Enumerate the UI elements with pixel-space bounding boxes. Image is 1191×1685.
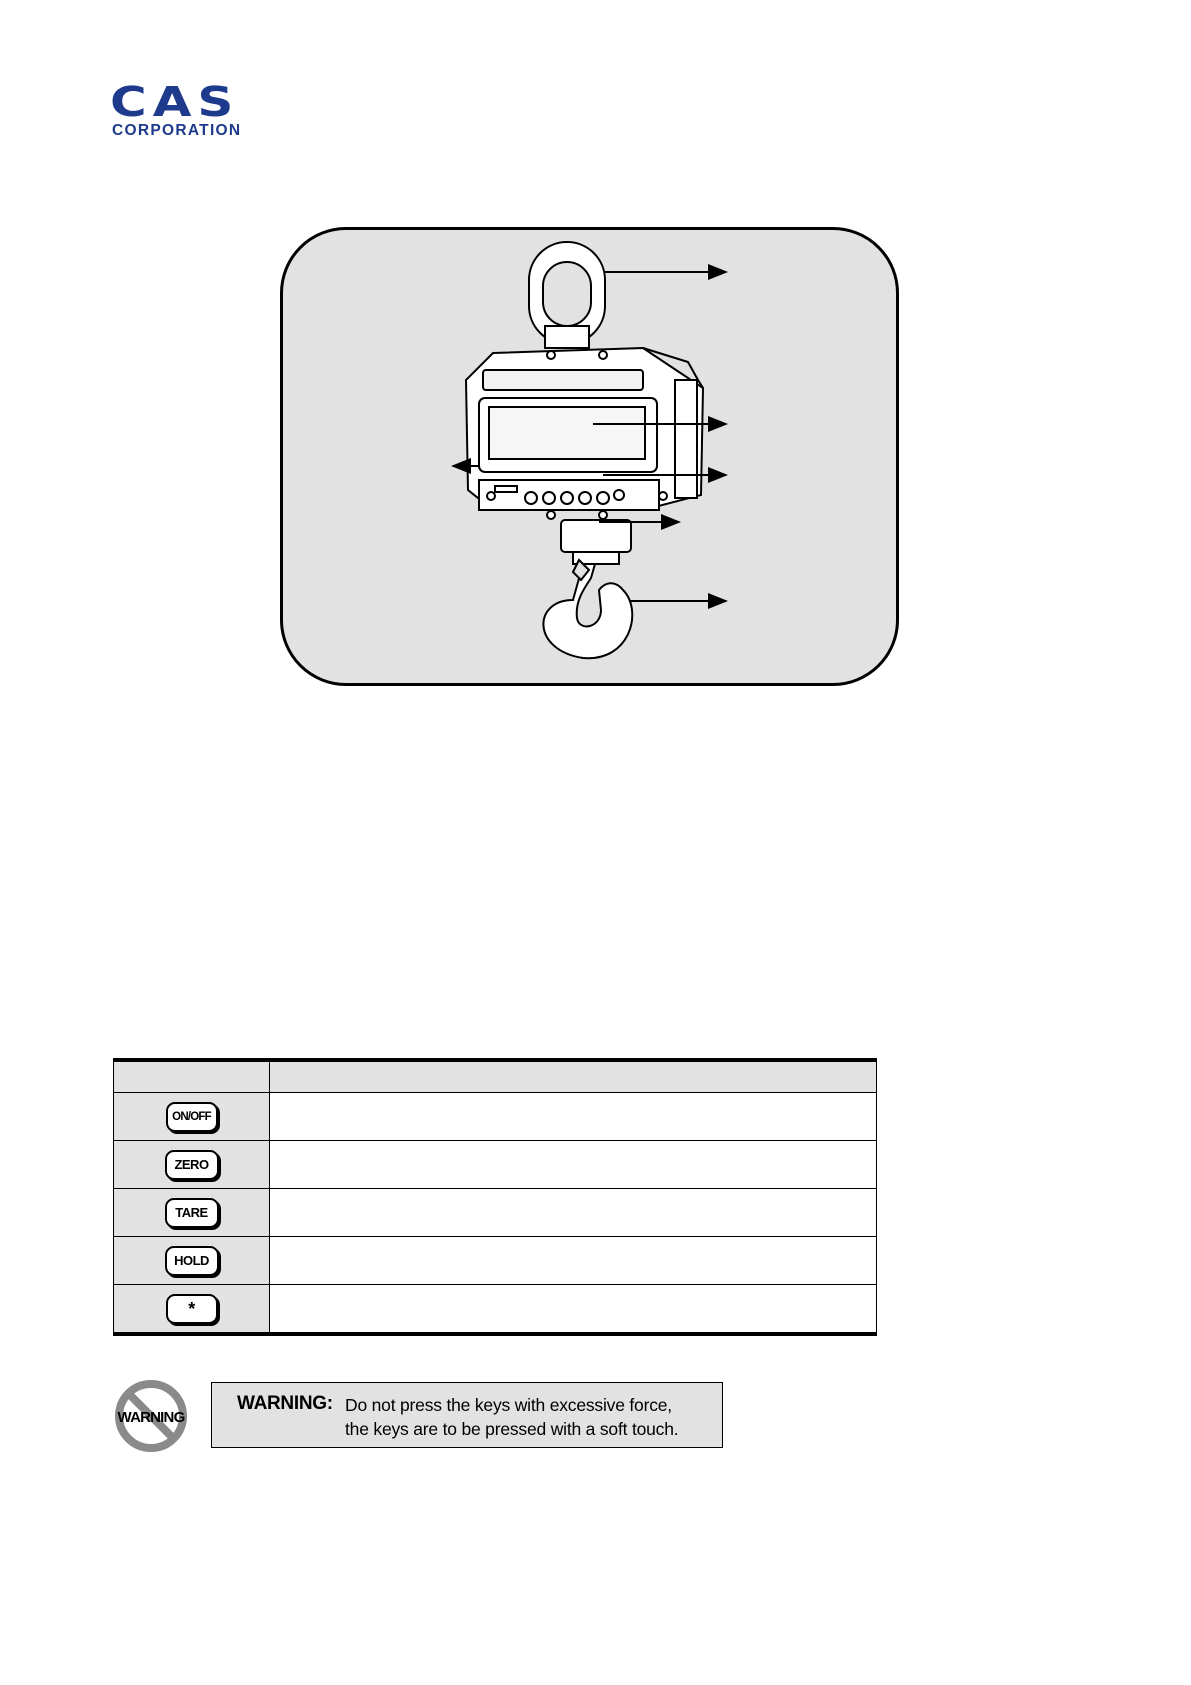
description-cell — [270, 1189, 877, 1237]
header-key — [114, 1060, 270, 1093]
logo-main-text: CAS — [110, 78, 240, 126]
swivel-neck — [561, 520, 631, 564]
shackle-ring — [529, 242, 605, 348]
warning-line-2: the keys are to be pressed with a soft touch. — [345, 1419, 679, 1439]
header-description — [270, 1060, 877, 1093]
table-row — [114, 1093, 877, 1141]
description-cell — [270, 1093, 877, 1141]
crane-scale-illustration — [283, 230, 896, 683]
zero-key: ZERO — [165, 1150, 219, 1180]
hold-key: HOLD — [165, 1246, 219, 1276]
logo-sub-text: CORPORATION — [112, 122, 242, 139]
key-cell — [114, 1189, 270, 1237]
description-cell — [270, 1141, 877, 1189]
scale-body — [466, 348, 703, 519]
crane-scale-diagram — [280, 227, 899, 686]
key-cell — [114, 1285, 270, 1335]
warning-line-1: Do not press the keys with excessive force, — [345, 1395, 672, 1415]
key-cell — [114, 1237, 270, 1285]
warning-sign-text: WARNING — [117, 1409, 185, 1426]
table-row — [114, 1189, 877, 1237]
key-cell — [114, 1141, 270, 1189]
tare-key: TARE — [165, 1198, 219, 1228]
description-cell — [270, 1285, 877, 1335]
table-row — [114, 1237, 877, 1285]
star-key: * — [166, 1294, 218, 1324]
description-cell — [270, 1237, 877, 1285]
warning-prohibition-icon — [113, 1378, 189, 1454]
cas-logo — [110, 78, 242, 140]
table-row — [114, 1141, 877, 1189]
key-description-table — [113, 1058, 877, 1336]
table-row — [114, 1285, 877, 1335]
key-cell — [114, 1093, 270, 1141]
warning-box — [211, 1382, 723, 1448]
table-header-row — [114, 1060, 877, 1093]
warning-title: WARNING: — [237, 1393, 333, 1414]
on-off-key: ON/OFF — [166, 1102, 218, 1132]
hook — [543, 560, 632, 658]
